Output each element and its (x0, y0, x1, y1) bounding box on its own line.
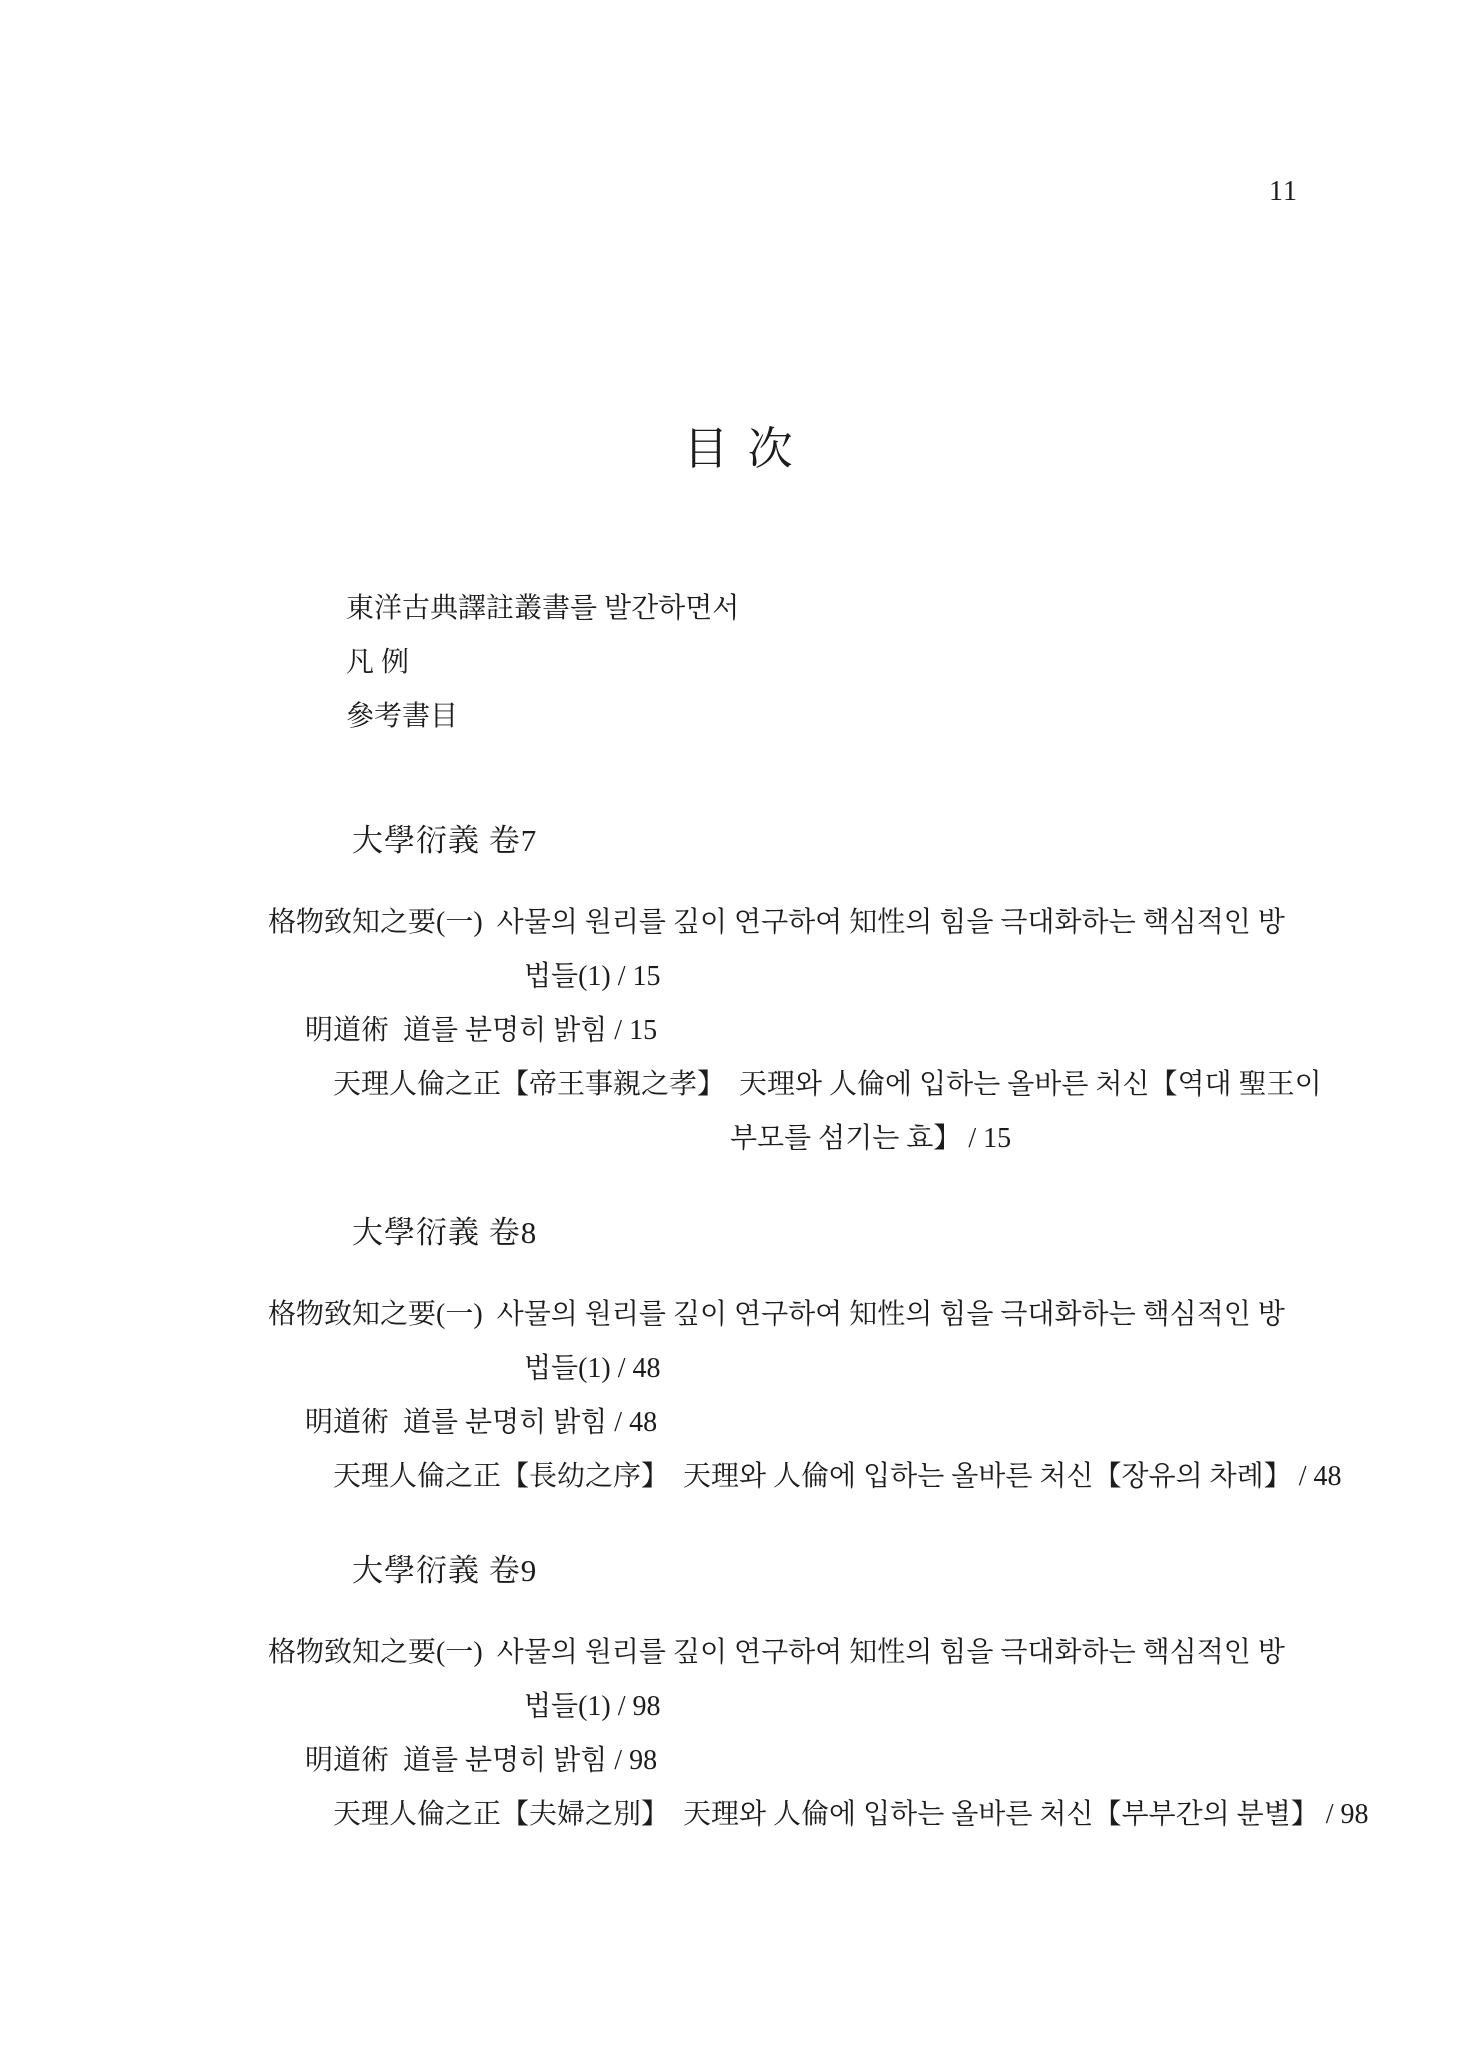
front-matter-item: 參考書目 (346, 701, 459, 732)
section-heading: 大學衍義 卷9 (352, 1553, 538, 1588)
toc-entry-line: 格物致知之要(一) 사물의 원리를 깊이 연구하여 知性의 힘을 극대화하는 핵심적인 방 (268, 1299, 1285, 1330)
toc-entry-line: 법들(1) / 15 (524, 961, 661, 992)
toc-entry-line: 明道術 道를 분명히 밝힘 / 98 (305, 1745, 658, 1776)
toc-entry-line: 부모를 섬기는 효】 / 15 (730, 1123, 1012, 1154)
toc-section-vol7 (0, 820, 1480, 1166)
toc-entry-line: 天理人倫之正【帝王事親之孝】 天理와 人倫에 입하는 올바른 처신【역대 聖王이 (333, 1069, 1322, 1100)
front-matter-item: 東洋古典譯註叢書를 발간하면서 (346, 593, 740, 624)
page-number: 11 (1269, 176, 1298, 207)
toc-section-vol9 (0, 1550, 1480, 1842)
toc-entry-line: 明道術 道를 분명히 밝힘 / 15 (305, 1015, 658, 1046)
section-heading: 大學衍義 卷7 (352, 823, 538, 858)
toc-entry-line: 天理人倫之正【長幼之序】 天理와 人倫에 입하는 올바른 처신【장유의 차례】 / 48 (333, 1461, 1342, 1492)
page-title: 目 次 (683, 424, 797, 474)
front-matter-list (0, 582, 1480, 744)
toc-entry-line: 天理人倫之正【夫婦之別】 天理와 人倫에 입하는 올바른 처신【부부간의 분별】 / 98 (333, 1799, 1369, 1830)
toc-entry-line: 格物致知之要(一) 사물의 원리를 깊이 연구하여 知性의 힘을 극대화하는 핵심적인 방 (268, 1637, 1285, 1668)
front-matter-item: 凡 例 (346, 647, 410, 678)
toc-entry-line: 법들(1) / 48 (524, 1353, 661, 1384)
toc-section-vol8 (0, 1212, 1480, 1504)
toc-entry-line: 明道術 道를 분명히 밝힘 / 48 (305, 1407, 658, 1438)
toc-entry-line: 格物致知之要(一) 사물의 원리를 깊이 연구하여 知性의 힘을 극대화하는 핵심적인 방 (268, 907, 1285, 938)
section-heading: 大學衍義 卷8 (352, 1215, 538, 1250)
toc-entry-line: 법들(1) / 98 (524, 1691, 661, 1722)
